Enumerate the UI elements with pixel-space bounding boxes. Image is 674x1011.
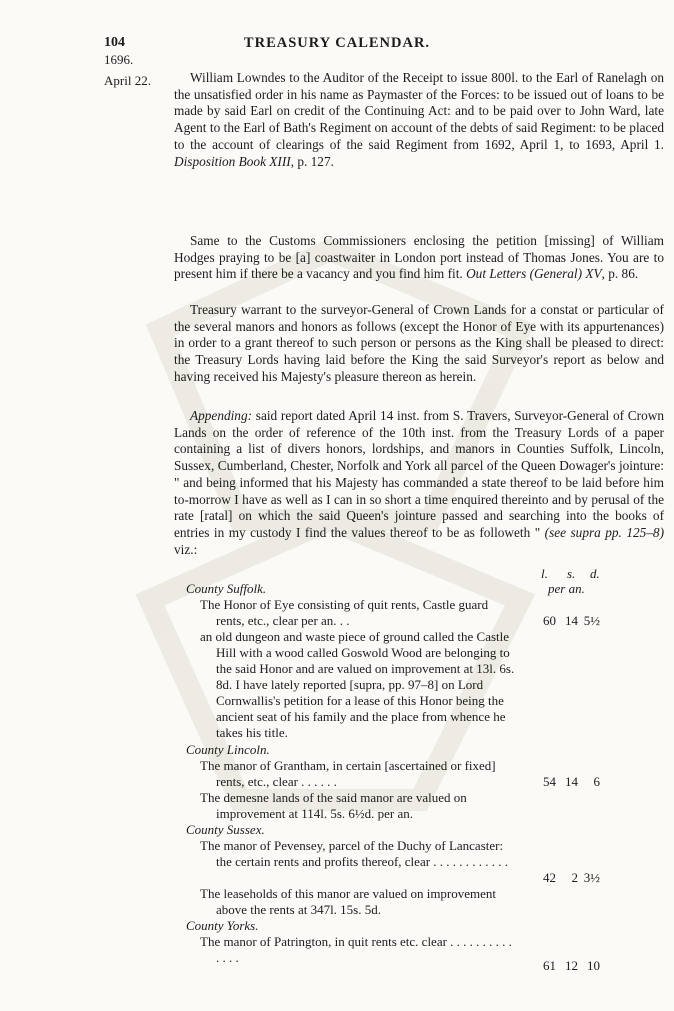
paragraph-page-ref: , p. 127. [290,153,334,169]
margin-year: 1696. [104,52,134,67]
col-head-l: l. [541,566,548,581]
amount-shillings: 14 [565,774,578,789]
paragraph-text: Same to the Customs Commissioners enclosing the petition [missing] of William Hodges praying to be [a] coastwaiter in London port instead of Thomas Jones. You are to present him if there be a vacancy and you find him fit. [174,233,664,282]
col-head-d: d. [590,566,600,581]
table-row: The demesne lands of the said manor are valued on improvement at 114l. 5s. 6½d. per an. [200,790,467,821]
table-row: The leaseholds of this manor are valued on improvement above the rents at 347l. 15s. 5d. [200,886,497,917]
amount-pence: 5½ [583,613,600,628]
table-row: an old dungeon and waste piece of ground called the Castle Hill with a wood called Goswold Wood are belonging to the said Honor and are valued on improvement at 13l. 6s. 8d. I have lately reported [supra, pp. 97–8] on Lord Cornwallis's petition for a lease of this Honor being the ancient seat of his family and the place from whence he takes his title. [200,629,515,740]
amount [536,613,606,629]
table-row: The manor of Patrington, in quit rents etc. clear . . . . . . . . . . . . . . [200,934,512,965]
amount-shillings: 12 [565,958,578,973]
see-supra: (see supra pp. 125–8) [544,524,665,540]
page-number: 104 [104,35,125,50]
amount-pounds: 54 [543,774,556,789]
county-heading: County Yorks. [186,918,259,933]
amount [536,870,606,886]
paragraph-appending [174,408,664,558]
col-head-per-annum: per an. [548,581,585,596]
paragraph-customs [174,233,664,283]
amount [536,958,606,974]
paragraph-text: William Lowndes to the Auditor of the Receipt to issue 800l. to the Earl of Ranelagh on the unsatisfied order in his name as Paymaster of the Forces: to be issued out of loans to be made by said Earl on credit of the Continuing Act: and to be paid over to John Ward, late Agent to the Earl of Bath's Regiment on account of the debts of said Regiment: to be placed to the account of clearings of the said Regiment from 1692, April 1, to 1693, April 1. [174,70,664,152]
paragraph-page-ref: , p. 86. [601,266,639,282]
paragraph-warrant [174,302,664,386]
paragraph-reference: Disposition Book XIII [174,153,291,169]
county-heading: County Lincoln. [186,742,270,757]
amount-pounds: 61 [543,958,556,973]
appending-lead: Appending: [190,408,253,423]
paragraph-text: said report dated April 14 inst. from S. Travers, Surveyor-General of Crown Lands on the order of reference of the 10th inst. from the Treasury Lords of a paper containing a list of divers honors, lordships, and manors in Counties Suffolk, Lincoln, Sussex, Cumberland, Chester, Norfolk and York all parcel of the Queen Dowager's jointure: " and being informed that his Majesty has commanded a state thereof to be laid before him to-morrow I have as well as I can in so short a time enquired thereinto and by perusal of the rate [ratal] on which the said Queen's jointure passed and searching into the books of entries in my custody I find the values thereof to be as followeth " [174,408,664,540]
paragraph-end: viz.: [174,541,198,557]
col-head-s: s. [567,566,576,581]
paragraph-reference: Out Letters (General) XV [466,266,602,282]
paragraph-lowndes [174,70,664,170]
running-head: TREASURY CALENDAR. [243,35,431,51]
paragraph-text: Treasury warrant to the surveyor-General of Crown Lands for a constat or particular of the several manors and honors as follows (except the Honor of Eye with its appurtenances) in order to a grant thereof to such person or persons as the King shall be pleased to direct: the Treasury Lords having laid before the King the said Surveyor's report as below and having received his Majesty's pleasure thereon as herein. [174,302,664,384]
amount-pence: 6 [593,774,600,789]
margin-date: April 22. [104,73,151,88]
amount-pence: 3½ [583,870,600,885]
county-heading: County Sussex. [186,822,265,837]
county-heading: County Suffolk. [186,581,267,596]
amount-pence: 10 [587,958,600,973]
amount-shillings: 2 [571,870,578,885]
amount [536,774,606,790]
table-row: The manor of Pevensey, parcel of the Duchy of Lancaster: the certain rents and profits thereof, clear . . . . . . . . . . . . [200,838,509,869]
table-row: The Honor of Eye consisting of quit rents, Castle guard rents, etc., clear per an. . . [200,597,489,628]
amount-pounds: 42 [543,870,556,885]
amount-pounds: 60 [543,613,556,628]
table-row: The manor of Grantham, in certain [ascertained or fixed] rents, etc., clear . . . . . . [200,758,496,789]
amount-shillings: 14 [565,613,578,628]
